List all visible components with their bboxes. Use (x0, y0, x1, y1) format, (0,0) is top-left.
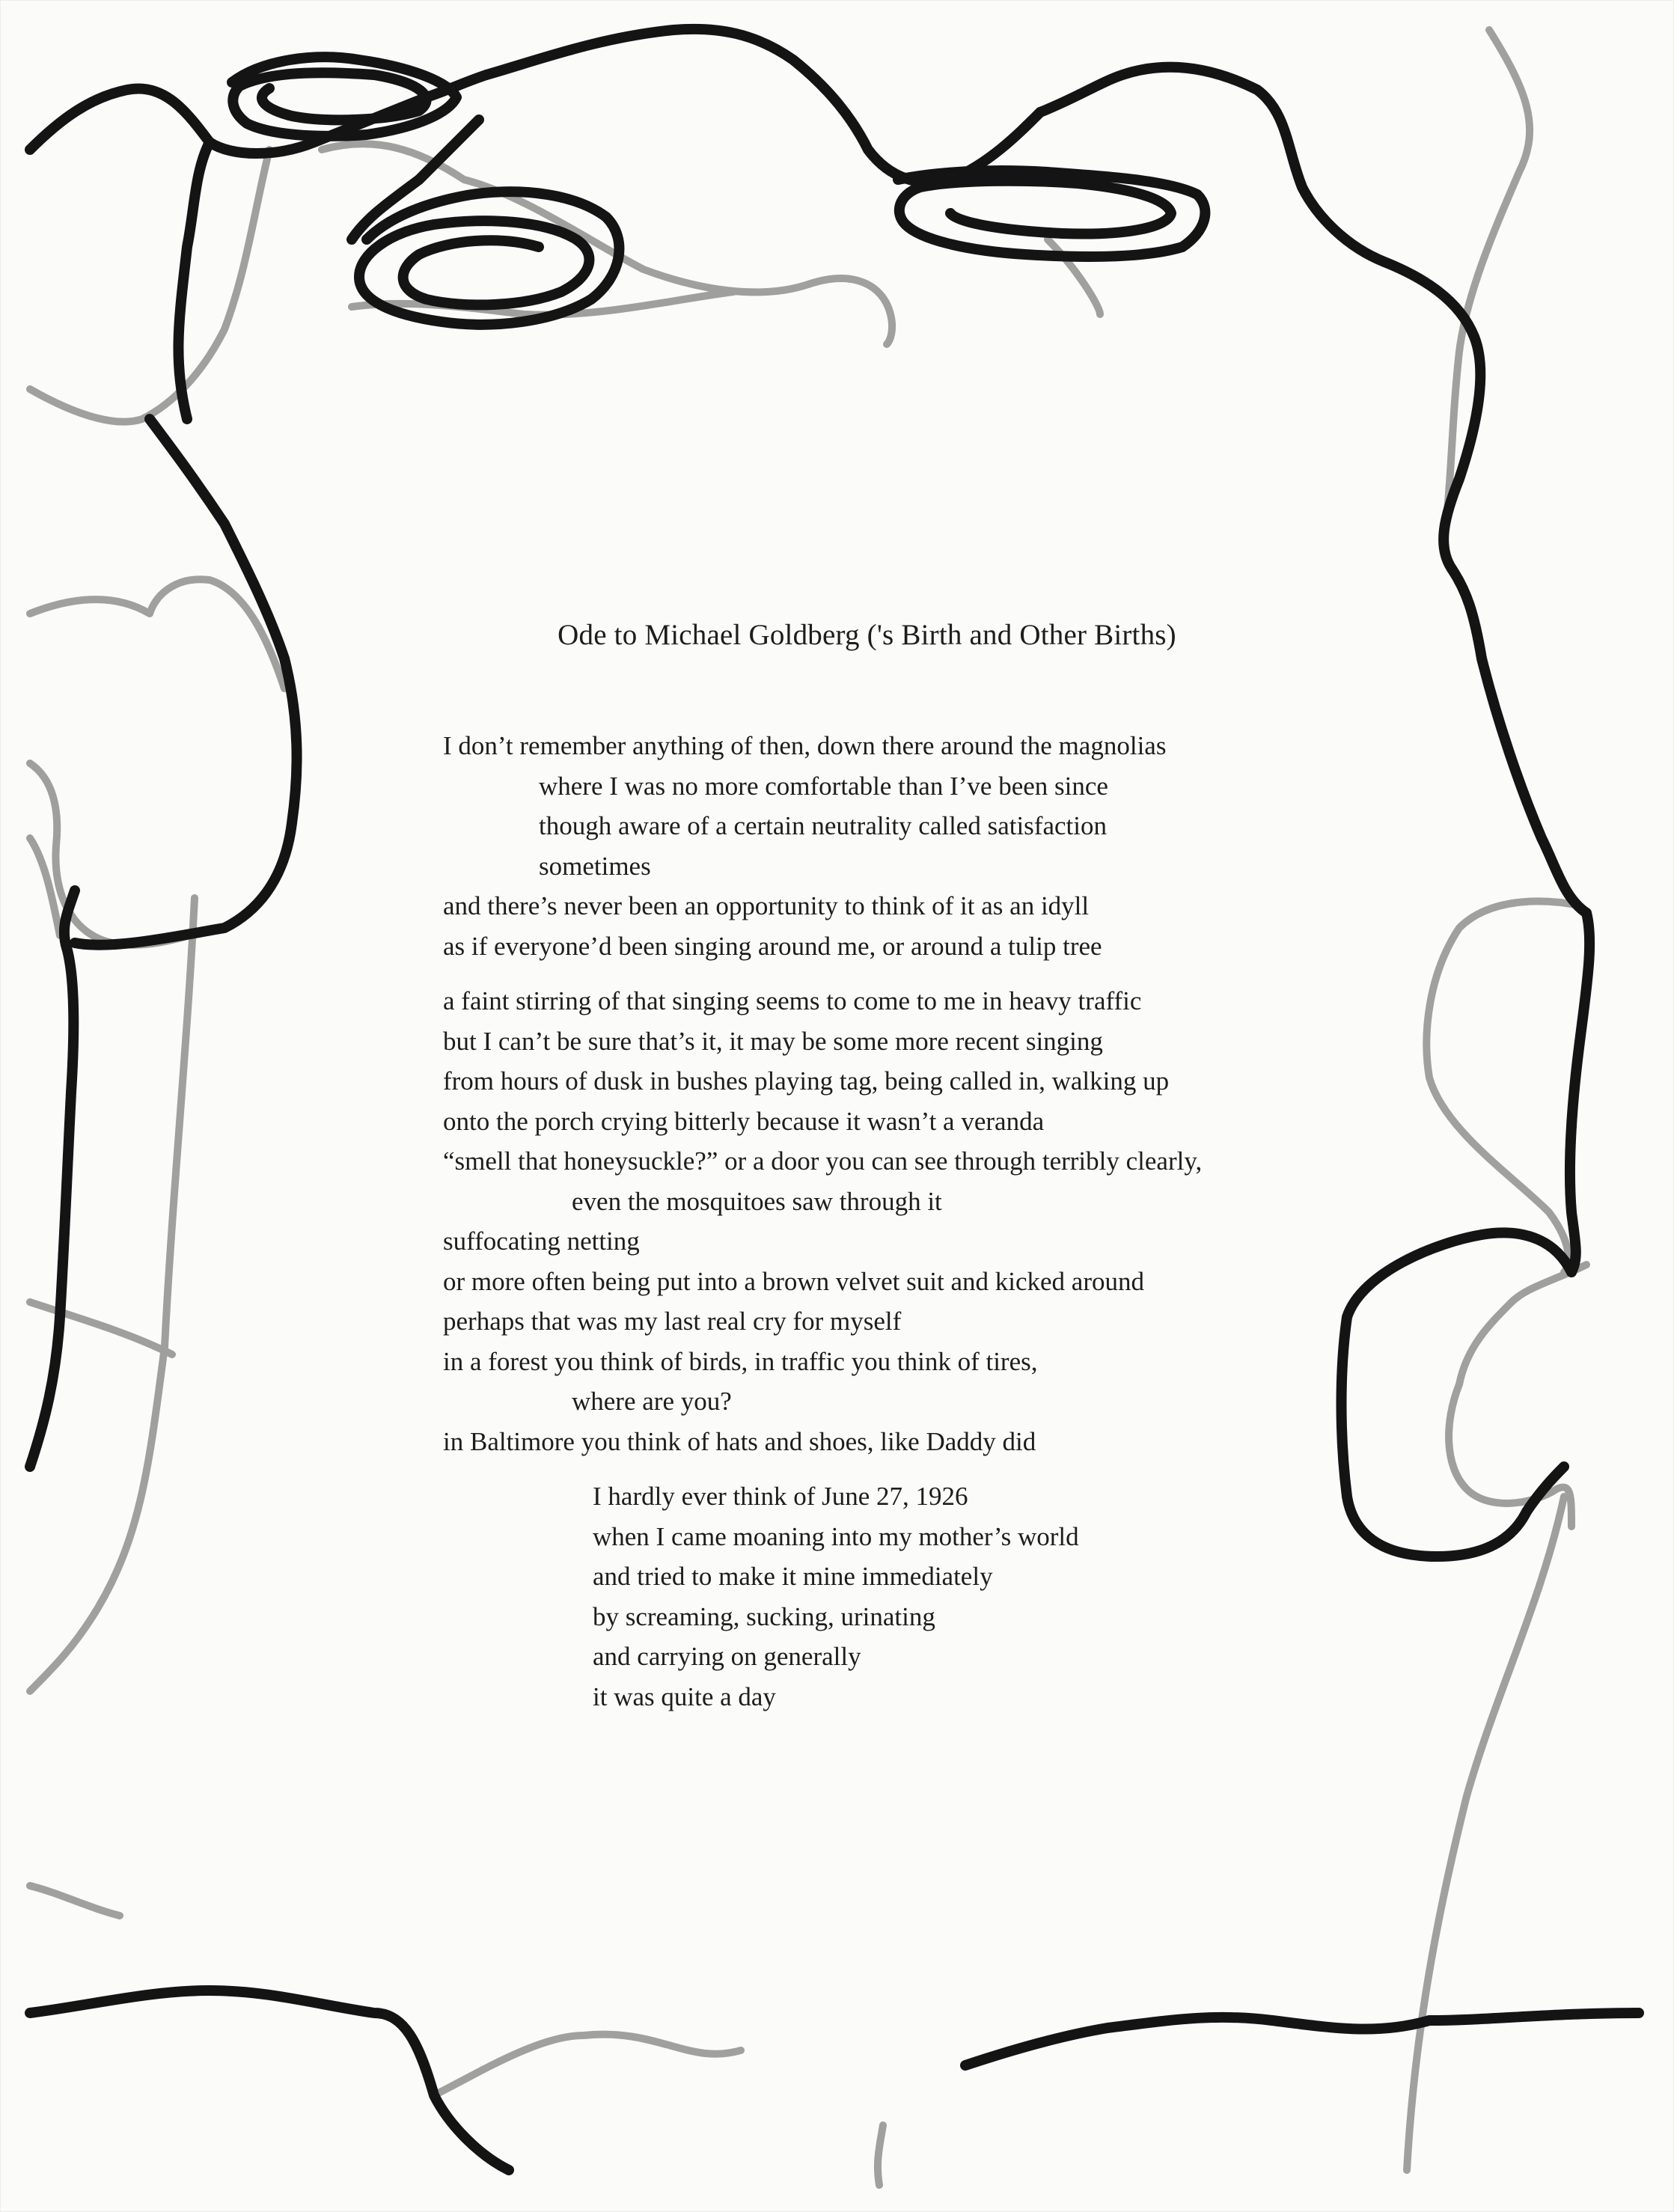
poem-line: “smell that honeysuckle?” or a door you can see through terribly clearly, (443, 1146, 1203, 1176)
poem-line: perhaps that was my last real cry for myself (443, 1307, 902, 1336)
poem-line: in Baltimore you think of hats and shoes, like Daddy did (443, 1426, 1036, 1456)
poem-line: where I was no more comfortable than I’ve been since (539, 771, 1108, 801)
poem-line: I don’t remember anything of then, down there around the magnolias (443, 731, 1167, 760)
poem-line: and carrying on generally (593, 1642, 861, 1671)
poem-line: sometimes (539, 851, 651, 881)
poem-line: suffocating netting (443, 1226, 640, 1256)
stanza-gap (443, 1461, 1416, 1476)
poem-title: Ode to Michael Goldberg ('s Birth and Other Births) (558, 619, 1176, 651)
poem-line: even the mosquitoes saw through it (572, 1186, 942, 1216)
poem-line: where are you? (572, 1387, 732, 1416)
poem-line: and tried to make it mine immediately (593, 1562, 993, 1591)
stanza-gap (443, 966, 1416, 981)
poem-line: and there’s never been an opportunity to think of it as an idyll (443, 891, 1090, 920)
poem-line: though aware of a certain neutrality called satisfaction (539, 811, 1107, 840)
poem-line: from hours of dusk in bushes playing tag, being called in, walking up (443, 1066, 1170, 1096)
poem-line: as if everyone’d been singing around me, or around a tulip tree (443, 931, 1102, 961)
poem-line: I hardly ever think of June 27, 1926 (593, 1482, 968, 1511)
poem-line: a faint stirring of that singing seems to come to me in heavy traffic (443, 986, 1142, 1015)
poem-body (443, 726, 1416, 1717)
poem-line: it was quite a day (593, 1681, 776, 1711)
poem-line: by screaming, sucking, urinating (593, 1601, 935, 1631)
poem-line: but I can’t be sure that’s it, it may be some more recent singing (443, 1026, 1103, 1056)
poem-line: in a forest you think of birds, in traffic you think of tires, (443, 1346, 1038, 1376)
poem-line: onto the porch crying bitterly because it wasn’t a veranda (443, 1106, 1045, 1136)
poem-line: or more often being put into a brown velvet suit and kicked around (443, 1266, 1144, 1296)
poem-line: when I came moaning into my mother’s world (593, 1521, 1079, 1551)
